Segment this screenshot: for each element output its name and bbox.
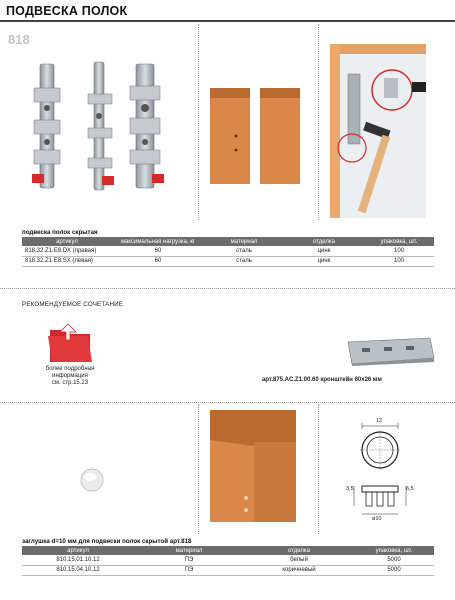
table2-header: материал <box>134 546 244 555</box>
more-info-line: см. стр.15.23 <box>51 380 89 386</box>
recommended-label: РЕКОМЕНДУЕМОЕ СОЧЕТАНИЕ <box>22 301 124 308</box>
table1-cell: 818.32.Z1.E8.SX (левая) <box>22 256 112 266</box>
cap-technical-drawing <box>336 416 440 528</box>
table2-cell: коричневый <box>244 565 354 575</box>
more-info-line: более подробная <box>45 366 95 372</box>
table1-header: материал <box>204 237 284 246</box>
table2-cell: ПЭ <box>134 555 244 565</box>
table2-cell: 5000 <box>354 555 434 565</box>
table1-cell: 100 <box>364 256 434 266</box>
table-row <box>22 565 434 575</box>
cap-image <box>78 466 106 494</box>
table1-header: максимальная нагрузка, кг <box>112 237 204 246</box>
table2-cell: ПЭ <box>134 565 244 575</box>
table1 <box>22 237 434 267</box>
bracket-caption: арт.875.AC.Z1.00.60 кронштейн 60x26 мм <box>262 377 382 383</box>
divider-vertical-2 <box>318 24 319 220</box>
table1-header: артикул <box>22 237 112 246</box>
table1-cell: цинк <box>284 246 364 256</box>
divider-vertical-4 <box>318 404 319 534</box>
divider-horizontal-1 <box>0 288 455 289</box>
dim-height-left-label: 3,5 <box>346 486 354 492</box>
dim-height-right-label: 6,5 <box>406 486 414 492</box>
table2-header: отделка <box>244 546 354 555</box>
table1-cell: сталь <box>204 256 284 266</box>
table1-cell: 60 <box>112 246 204 256</box>
table1-cell: 818.32.Z1.E8.DX (правая) <box>22 246 112 256</box>
dim-diameter-label: ø10 <box>372 516 382 522</box>
panel-holes-image <box>206 406 298 524</box>
dim-width-label: 12 <box>376 418 383 424</box>
divider-horizontal-2 <box>0 402 455 403</box>
table1-cell: 100 <box>364 246 434 256</box>
table2-header: упаковка, шт. <box>354 546 434 555</box>
table-row <box>22 555 434 565</box>
table1-cell: сталь <box>204 246 284 256</box>
table2 <box>22 546 434 576</box>
table2-cell: 810.15.04.10.12 <box>22 565 134 575</box>
page-header <box>0 0 455 22</box>
shelf-hanger-image <box>28 58 178 198</box>
folder-icon <box>46 322 94 364</box>
table2-header: артикул <box>22 546 134 555</box>
table-row <box>22 246 434 256</box>
divider-vertical-3 <box>198 404 199 534</box>
header-rule <box>0 20 455 22</box>
more-info-text <box>40 366 100 387</box>
more-info-line: информация <box>52 373 88 379</box>
bracket-image <box>344 336 436 366</box>
table1-title: подвеска полок скрытая <box>22 229 98 236</box>
section-number: 818 <box>8 32 30 47</box>
table2-cell: белый <box>244 555 354 565</box>
table-row <box>22 256 434 266</box>
installation-photo <box>330 44 426 218</box>
divider-vertical-1 <box>198 24 199 220</box>
table2-cell: 810.15.01.10.12 <box>22 555 134 565</box>
table2-cell: 5000 <box>354 565 434 575</box>
table2-title: заглушка d=10 мм для подвески полок скрытой арт.818 <box>22 538 192 545</box>
table1-header: упаковка, шт. <box>364 237 434 246</box>
panel-drilling-image <box>206 88 306 184</box>
page-title: ПОДВЕСКА ПОЛОК <box>6 4 128 18</box>
table1-header: отделка <box>284 237 364 246</box>
table1-cell: цинк <box>284 256 364 266</box>
table1-cell: 60 <box>112 256 204 266</box>
